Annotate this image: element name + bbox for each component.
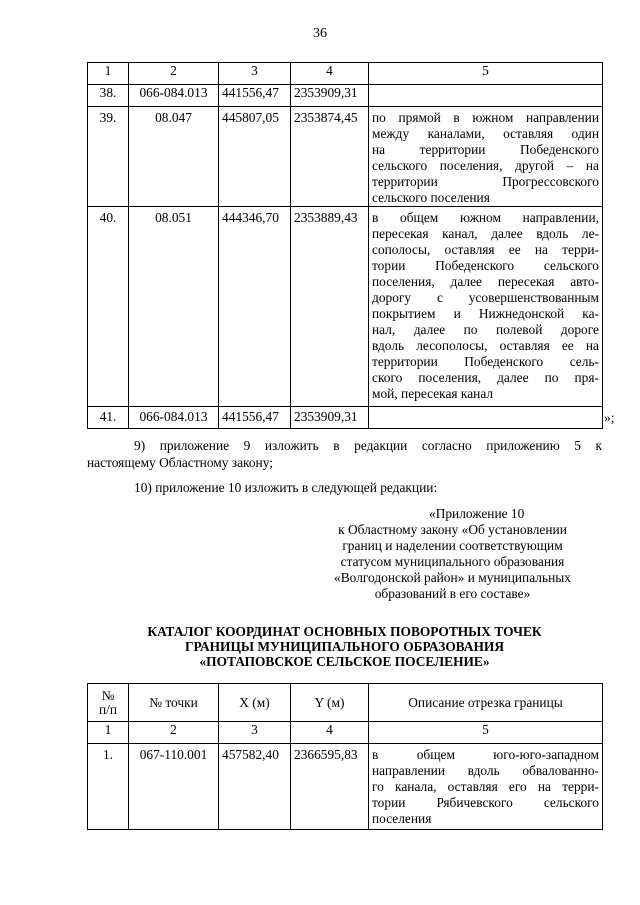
table-row bbox=[88, 85, 603, 107]
description-line: территории Прогрессовского bbox=[372, 174, 599, 189]
col-header-x: X (м) bbox=[219, 684, 291, 722]
coordinates-table-continued bbox=[87, 62, 603, 429]
page-number: 36 bbox=[313, 26, 327, 41]
description-line: в общем юго-юго-западном bbox=[372, 747, 599, 762]
paragraph-line: 9) приложение 9 изложить в редакции согласно приложению 5 к bbox=[134, 438, 602, 453]
description-line: тории Рябичевского сельского bbox=[372, 795, 599, 810]
col-number-4: 4 bbox=[291, 722, 369, 744]
description-line: тории Победенского сельского bbox=[372, 258, 599, 273]
description-line: дорогу с усовершенствованным bbox=[372, 290, 599, 305]
description-line: мой, пересекая канал bbox=[372, 386, 494, 401]
heading-line: ГРАНИЦЫ МУНИЦИПАЛЬНОГО ОБРАЗОВАНИЯ bbox=[184, 639, 505, 654]
description-line: сополосы, оставляя ее на терри- bbox=[372, 242, 599, 257]
point-number: 067-110.001 bbox=[129, 744, 219, 830]
col-header-description: Описание отрезка границы bbox=[369, 684, 603, 722]
segment-description bbox=[369, 85, 603, 107]
col-header-number bbox=[88, 684, 129, 722]
closing-quote: »; bbox=[604, 410, 615, 425]
col-number-3: 3 bbox=[219, 63, 291, 85]
table-header-row bbox=[88, 684, 603, 722]
y-coordinate: 2366595,83 bbox=[291, 744, 369, 830]
description-line: поселения bbox=[372, 811, 432, 826]
description-line: покрытием и Нижнедонской ка- bbox=[372, 306, 599, 321]
paragraph-9 bbox=[87, 438, 602, 454]
row-number: 1. bbox=[88, 744, 129, 830]
y-coordinate: 2353889,43 bbox=[291, 207, 369, 407]
description-line: сельского поселения bbox=[372, 190, 490, 205]
row-number: 41. bbox=[88, 407, 129, 429]
col-number-4: 4 bbox=[291, 63, 369, 85]
segment-description bbox=[369, 107, 603, 207]
table-row bbox=[88, 744, 603, 830]
description-line: нал, далее по полевой дороге bbox=[372, 322, 599, 337]
catalog-heading bbox=[87, 624, 602, 669]
col-number-1: 1 bbox=[88, 63, 129, 85]
point-number: 066-084.013 bbox=[129, 407, 219, 429]
y-coordinate: 2353909,31 bbox=[291, 85, 369, 107]
description-line: пересекая канал, далее вдоль ле- bbox=[372, 226, 599, 241]
header-line: № bbox=[101, 687, 115, 703]
col-number-5: 5 bbox=[369, 63, 603, 85]
description-line: поселения, далее пересекая авто- bbox=[372, 274, 599, 289]
y-coordinate: 2353909,31 bbox=[291, 407, 369, 429]
col-number-3: 3 bbox=[219, 722, 291, 744]
col-number-2: 2 bbox=[129, 63, 219, 85]
table-row bbox=[88, 207, 603, 407]
col-number-5: 5 bbox=[369, 722, 603, 744]
description-line: сельского поселения, другой – на bbox=[372, 158, 599, 173]
col-number-2: 2 bbox=[129, 722, 219, 744]
table-row bbox=[88, 407, 603, 429]
appendix-title: «Приложение 10 bbox=[429, 506, 525, 521]
description-line: между каналами, оставляя один bbox=[372, 126, 599, 141]
description-line: по прямой в южном направлении bbox=[372, 110, 599, 125]
point-number: 066-084.013 bbox=[129, 85, 219, 107]
table-row bbox=[88, 107, 603, 207]
table-numbers-row bbox=[88, 722, 603, 744]
description-line: территории Победенского сель- bbox=[372, 354, 599, 369]
appendix-line: границ и наделении соответствующим bbox=[342, 538, 563, 553]
description-line: направлении вдоль обвалованно- bbox=[372, 763, 599, 778]
x-coordinate: 457582,40 bbox=[219, 744, 291, 830]
appendix-line: статусом муниципального образования bbox=[340, 554, 565, 569]
y-coordinate: 2353874,45 bbox=[291, 107, 369, 207]
description-line: вдоль лесополосы, оставляя ее на bbox=[372, 338, 599, 353]
segment-description bbox=[369, 744, 603, 830]
description-line: на территории Победенского bbox=[372, 142, 599, 157]
point-number: 08.051 bbox=[129, 207, 219, 407]
segment-description bbox=[369, 207, 603, 407]
col-header-point: № точки bbox=[129, 684, 219, 722]
point-number: 08.047 bbox=[129, 107, 219, 207]
segment-description bbox=[369, 407, 603, 429]
header-line: п/п bbox=[98, 701, 118, 717]
col-number-1: 1 bbox=[88, 722, 129, 744]
heading-line: «ПОТАПОВСКОЕ СЕЛЬСКОЕ ПОСЕЛЕНИЕ» bbox=[199, 654, 490, 669]
row-number: 38. bbox=[88, 85, 129, 107]
potapovskoe-coordinates-table bbox=[87, 683, 603, 830]
table-header-row bbox=[88, 63, 603, 85]
appendix-line: «Волгодонской район» и муниципальных bbox=[334, 570, 571, 585]
x-coordinate: 441556,47 bbox=[219, 407, 291, 429]
appendix-subtitle bbox=[310, 522, 595, 602]
x-coordinate: 441556,47 bbox=[219, 85, 291, 107]
paragraph-10: 10) приложение 10 изложить в следующей редакции: bbox=[134, 480, 438, 495]
description-line: ского поселения, далее по пря- bbox=[372, 370, 599, 385]
description-line: в общем южном направлении, bbox=[372, 210, 599, 225]
x-coordinate: 445807,05 bbox=[219, 107, 291, 207]
appendix-line: образований в его составе» bbox=[374, 586, 531, 601]
col-header-y: Y (м) bbox=[291, 684, 369, 722]
description-line: го канала, оставляя его на терри- bbox=[372, 779, 599, 794]
heading-line: КАТАЛОГ КООРДИНАТ ОСНОВНЫХ ПОВОРОТНЫХ ТОЧЕК bbox=[147, 624, 542, 639]
row-number: 40. bbox=[88, 207, 129, 407]
row-number: 39. bbox=[88, 107, 129, 207]
x-coordinate: 444346,70 bbox=[219, 207, 291, 407]
appendix-line: к Областному закону «Об установлении bbox=[338, 522, 567, 537]
paragraph-9-continuation: настоящему Областному закону; bbox=[87, 455, 273, 470]
